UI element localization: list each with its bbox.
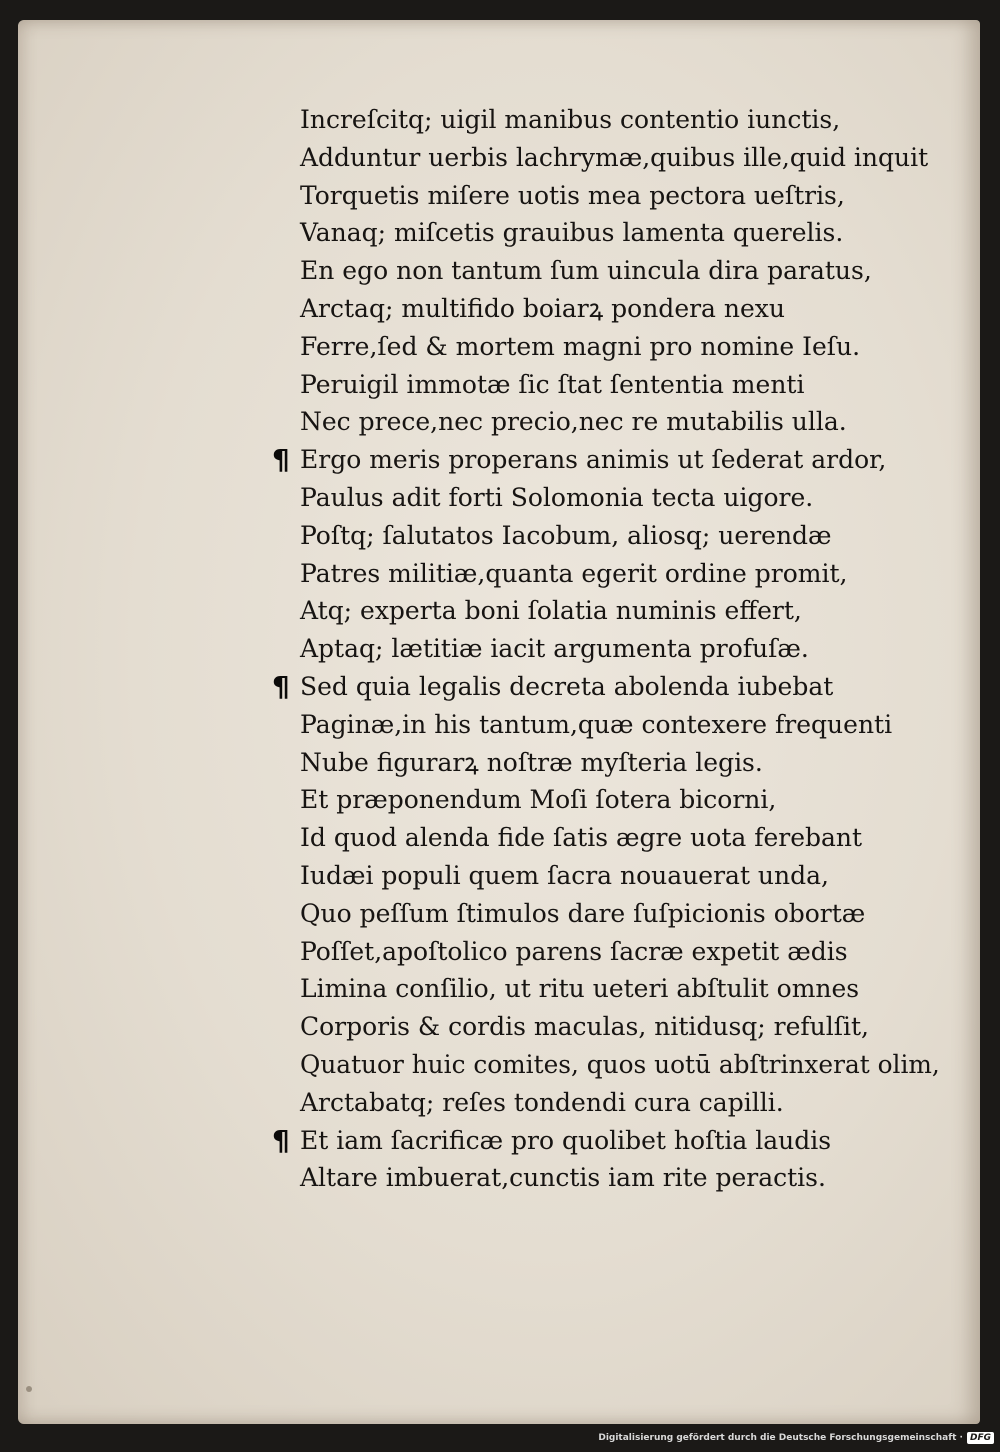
verse-text: Vanaq; miſcetis grauibus lamenta querelis. — [300, 218, 844, 248]
verse-line — [0, 630, 1000, 668]
verse-line — [0, 933, 1000, 971]
verse-line — [0, 290, 1000, 328]
verse-text: Nube figurarꝝ noſtræ myſteria legis. — [300, 747, 763, 777]
verse-text: Et iam ſacrificæ pro quolibet hoſtia laudis — [300, 1125, 832, 1155]
verse-line — [0, 441, 1000, 479]
verse-line — [0, 177, 1000, 215]
verse-line — [0, 101, 1000, 139]
paragraph-mark: ¶ — [272, 670, 290, 703]
verse-text: Peruigil immotæ ſic ſtat ſententia menti — [300, 369, 805, 399]
verse-line — [0, 895, 1000, 933]
verse-line — [0, 479, 1000, 517]
verse-line — [0, 328, 1000, 366]
verse-text: Poſſet,apoſtolico parens ſacræ expetit ædis — [300, 936, 848, 966]
verse-text: Paginæ,in his tantum,quæ contexere frequenti — [300, 709, 893, 739]
verse-text: Paulus adit forti Solomonia tecta uigore. — [300, 483, 814, 512]
verse-line — [0, 555, 1000, 593]
verse-line — [0, 1084, 1000, 1122]
verse-text: Increſcitq; uigil manibus contentio iunctis, — [300, 105, 841, 134]
verse-text: Arctabatq; reſes tondendi cura capilli. — [300, 1087, 784, 1117]
verse-text: Aptaq; lætitiæ iacit argumenta profuſæ. — [300, 634, 809, 664]
verse-line — [0, 1159, 1000, 1197]
verse-line — [0, 668, 1000, 706]
dfg-logo: DFG — [967, 1432, 994, 1444]
verse-text: Et præponendum Moſi ſotera bicorni, — [300, 785, 777, 815]
verse-text: Ergo meris properans animis ut ſederat ardor, — [300, 445, 887, 475]
digitization-credit: Digitalisierung gefördert durch die Deutsche Forschungsgemeinschaft · — [598, 1433, 963, 1443]
verse-line — [0, 706, 1000, 744]
verse-line — [0, 1008, 1000, 1046]
verse-text: Nec prece,nec precio,nec re mutabilis ulla. — [300, 407, 847, 437]
verse-text: Torquetis miſere uotis mea pectora ueſtris, — [300, 180, 845, 210]
verse-text: En ego non tantum ſum uincula dira paratus, — [300, 256, 872, 286]
paragraph-mark: ¶ — [272, 1123, 290, 1157]
paper-speck — [26, 1386, 32, 1392]
verse-text: Id quod alenda fide ſatis ægre uota ferebant — [300, 823, 863, 853]
verse-text: Arctaq; multifido boiarꝝ pondera nexu — [300, 294, 786, 323]
verse-text: Quo peſſum ſtimulos dare ſuſpicionis obortæ — [300, 898, 866, 928]
verse-text: Altare imbuerat,cunctis iam rite peractis. — [300, 1163, 826, 1193]
verse-line — [0, 819, 1000, 857]
verse-line — [0, 214, 1000, 252]
verse-text: Iudæi populi quem ſacra nouauerat unda, — [300, 861, 829, 890]
verse-text: Quatuor huic comites, quos uotū abſtrinxerat olim, — [300, 1050, 940, 1079]
verse-line — [0, 403, 1000, 441]
verse-text: Poſtq; ſalutatos Iacobum, aliosq; uerendæ — [300, 520, 832, 550]
verse-text: Atq; experta boni ſolatia numinis effert, — [300, 596, 802, 626]
paragraph-mark: ¶ — [272, 443, 290, 477]
verse-line — [0, 781, 1000, 819]
footer-bar — [590, 1424, 1000, 1452]
verse-line — [0, 857, 1000, 895]
verse-line — [0, 970, 1000, 1008]
verse-text: Ferre,ſed & mortem magni pro nomine Ieſu. — [300, 331, 861, 361]
verse-line — [0, 592, 1000, 630]
verse-text: Corporis & cordis maculas, nitidusq; refulſit, — [300, 1012, 870, 1042]
verse-line — [0, 744, 1000, 782]
verse-line — [0, 1122, 1000, 1160]
verse-line — [0, 1046, 1000, 1084]
verse-line — [0, 252, 1000, 290]
verse-text: Sed quia legalis decreta abolenda iubebat — [300, 672, 834, 701]
verse-text: Limina conſilio, ut ritu ueteri abſtulit omnes — [300, 974, 860, 1004]
verse-text: Adduntur uerbis lachrymæ,quibus ille,quid inquit — [300, 142, 929, 172]
verse-line — [0, 517, 1000, 555]
verse-line — [0, 366, 1000, 404]
verse-text: Patres militiæ,quanta egerit ordine promit, — [300, 558, 848, 588]
verse-line — [0, 139, 1000, 177]
